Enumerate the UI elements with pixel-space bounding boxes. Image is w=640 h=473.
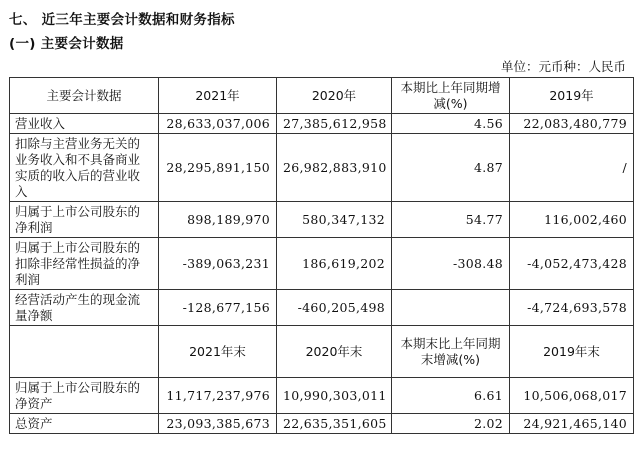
change-cell: -308.48	[392, 238, 510, 290]
section-title: 七、 近三年主要会计数据和财务指标	[9, 12, 235, 28]
header-cell: 主要会计数据	[10, 78, 159, 114]
value-cell: 28,633,037,006	[159, 114, 277, 134]
row-label: 总资产	[10, 414, 159, 434]
row-label: 营业收入	[10, 114, 159, 134]
unit-note: 单位：元币种：人民币	[500, 59, 626, 74]
accounting-data-table	[9, 77, 634, 434]
value-cell: 10,990,303,011	[277, 378, 392, 414]
header-cell: 2019年	[510, 78, 634, 114]
value-cell: -460,205,498	[277, 290, 392, 326]
change-cell: 2.02	[392, 414, 510, 434]
table-row	[10, 238, 634, 290]
header-cell: 2019年末	[510, 326, 634, 378]
table-row	[10, 114, 634, 134]
header-row	[10, 326, 634, 378]
row-label: 归属于上市公司股东的净资产	[10, 378, 159, 414]
value-cell: -128,677,156	[159, 290, 277, 326]
table-row	[10, 290, 634, 326]
value-cell: 116,002,460	[510, 202, 634, 238]
row-label: 扣除与主营业务无关的业务收入和不具备商业实质的收入后的营业收入	[10, 134, 159, 202]
change-cell	[392, 290, 510, 326]
value-cell: 10,506,068,017	[510, 378, 634, 414]
header-cell: 本期比上年同期增减(%)	[392, 78, 510, 114]
row-label: 归属于上市公司股东的扣除非经常性损益的净利润	[10, 238, 159, 290]
change-cell: 4.56	[392, 114, 510, 134]
value-cell: 23,093,385,673	[159, 414, 277, 434]
value-cell: /	[510, 134, 634, 202]
subsection-title: (一) 主要会计数据	[9, 36, 124, 52]
value-cell: 580,347,132	[277, 202, 392, 238]
row-label: 经营活动产生的现金流量净额	[10, 290, 159, 326]
change-cell: 6.61	[392, 378, 510, 414]
value-cell: 22,635,351,605	[277, 414, 392, 434]
value-cell: 22,083,480,779	[510, 114, 634, 134]
table-row	[10, 414, 634, 434]
value-cell: 186,619,202	[277, 238, 392, 290]
header-row	[10, 78, 634, 114]
table-row	[10, 202, 634, 238]
value-cell: -389,063,231	[159, 238, 277, 290]
header-cell: 2020年	[277, 78, 392, 114]
table-row	[10, 378, 634, 414]
value-cell: 11,717,237,976	[159, 378, 277, 414]
value-cell: -4,052,473,428	[510, 238, 634, 290]
value-cell: 27,385,612,958	[277, 114, 392, 134]
row-label: 归属于上市公司股东的净利润	[10, 202, 159, 238]
header-cell: 2020年末	[277, 326, 392, 378]
header-cell: 2021年	[159, 78, 277, 114]
change-cell: 54.77	[392, 202, 510, 238]
value-cell: 26,982,883,910	[277, 134, 392, 202]
header-cell: 2021年末	[159, 326, 277, 378]
value-cell: 28,295,891,150	[159, 134, 277, 202]
value-cell: 898,189,970	[159, 202, 277, 238]
table-row	[10, 134, 634, 202]
header-cell: 本期末比上年同期末增减(%)	[392, 326, 510, 378]
change-cell: 4.87	[392, 134, 510, 202]
value-cell: -4,724,693,578	[510, 290, 634, 326]
value-cell: 24,921,465,140	[510, 414, 634, 434]
header-cell	[10, 326, 159, 378]
